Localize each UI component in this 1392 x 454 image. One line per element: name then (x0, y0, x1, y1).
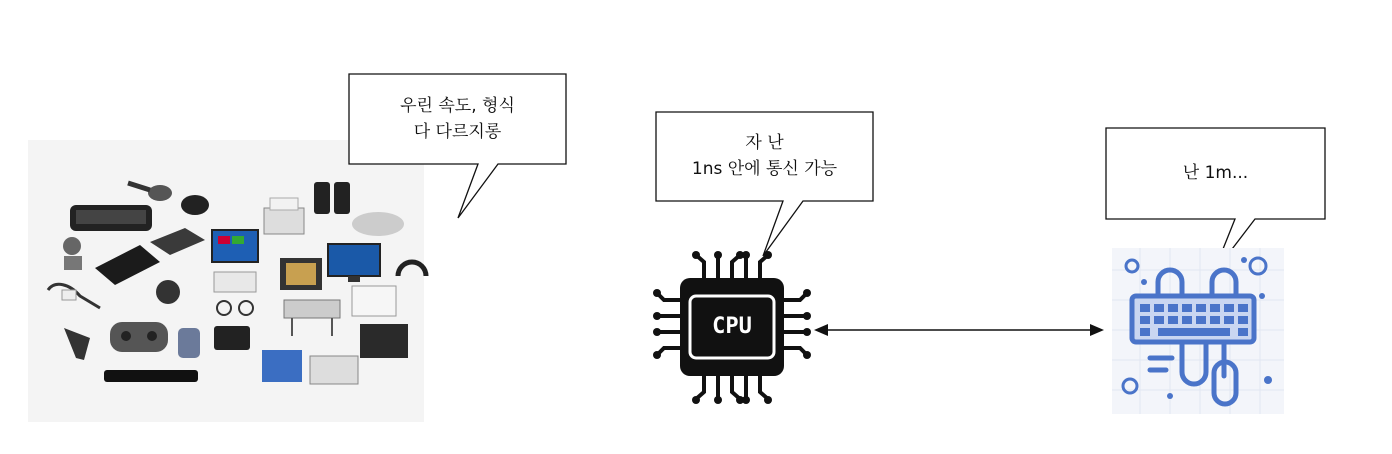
receipt-printer-icon (310, 356, 358, 384)
speakers-device-icon (314, 182, 350, 214)
handheld-device-icon (178, 328, 200, 358)
scanner-device-icon (150, 228, 205, 255)
graphics-tablet-icon (95, 245, 160, 285)
devices-bubble-text (349, 93, 566, 145)
cpu-bubble-line1: 자 난 (745, 133, 784, 153)
fax-device-icon (214, 272, 256, 292)
double-headed-arrow (814, 324, 1104, 336)
plotter-device-icon (284, 300, 340, 336)
cpu-chip-label: CPU (712, 314, 752, 339)
camera-device-icon (214, 326, 250, 350)
trackball-device-icon (156, 280, 180, 304)
keyboard-device-icon (70, 205, 152, 231)
label-printer-icon (352, 286, 396, 316)
printer-device-icon (264, 198, 304, 234)
microphone-device-icon (128, 183, 172, 201)
devices-bubble-line1: 우린 속도, 형식 (400, 96, 515, 116)
cpu-bubble-text (656, 130, 873, 182)
gamepad-device-icon (110, 322, 168, 352)
mouse-device-icon (181, 195, 209, 215)
webcam-device-icon (63, 237, 82, 270)
headphones-device-icon (398, 262, 426, 276)
projector-device-icon (352, 212, 404, 236)
io-bubble-line1: 난 1m... (1182, 163, 1249, 183)
peripheral-devices-collage (48, 182, 426, 384)
crt-monitor-icon (280, 258, 322, 290)
monitor-device-icon (328, 244, 380, 282)
touch-monitor-icon (212, 230, 258, 262)
io-bubble-text (1106, 160, 1325, 186)
devices-bubble-line2: 다 다르지롱 (413, 122, 502, 142)
cpu-bubble-line2: 1ns 안에 통신 가능 (691, 159, 838, 179)
laser-cutter-icon (262, 350, 302, 382)
3d-printer-icon (360, 324, 408, 358)
motion-sensor-bar-icon (104, 370, 198, 382)
smart-glasses-icon (217, 301, 253, 315)
keyboard-mouse-icon (1112, 248, 1284, 414)
barcode-scanner-icon (64, 328, 90, 360)
